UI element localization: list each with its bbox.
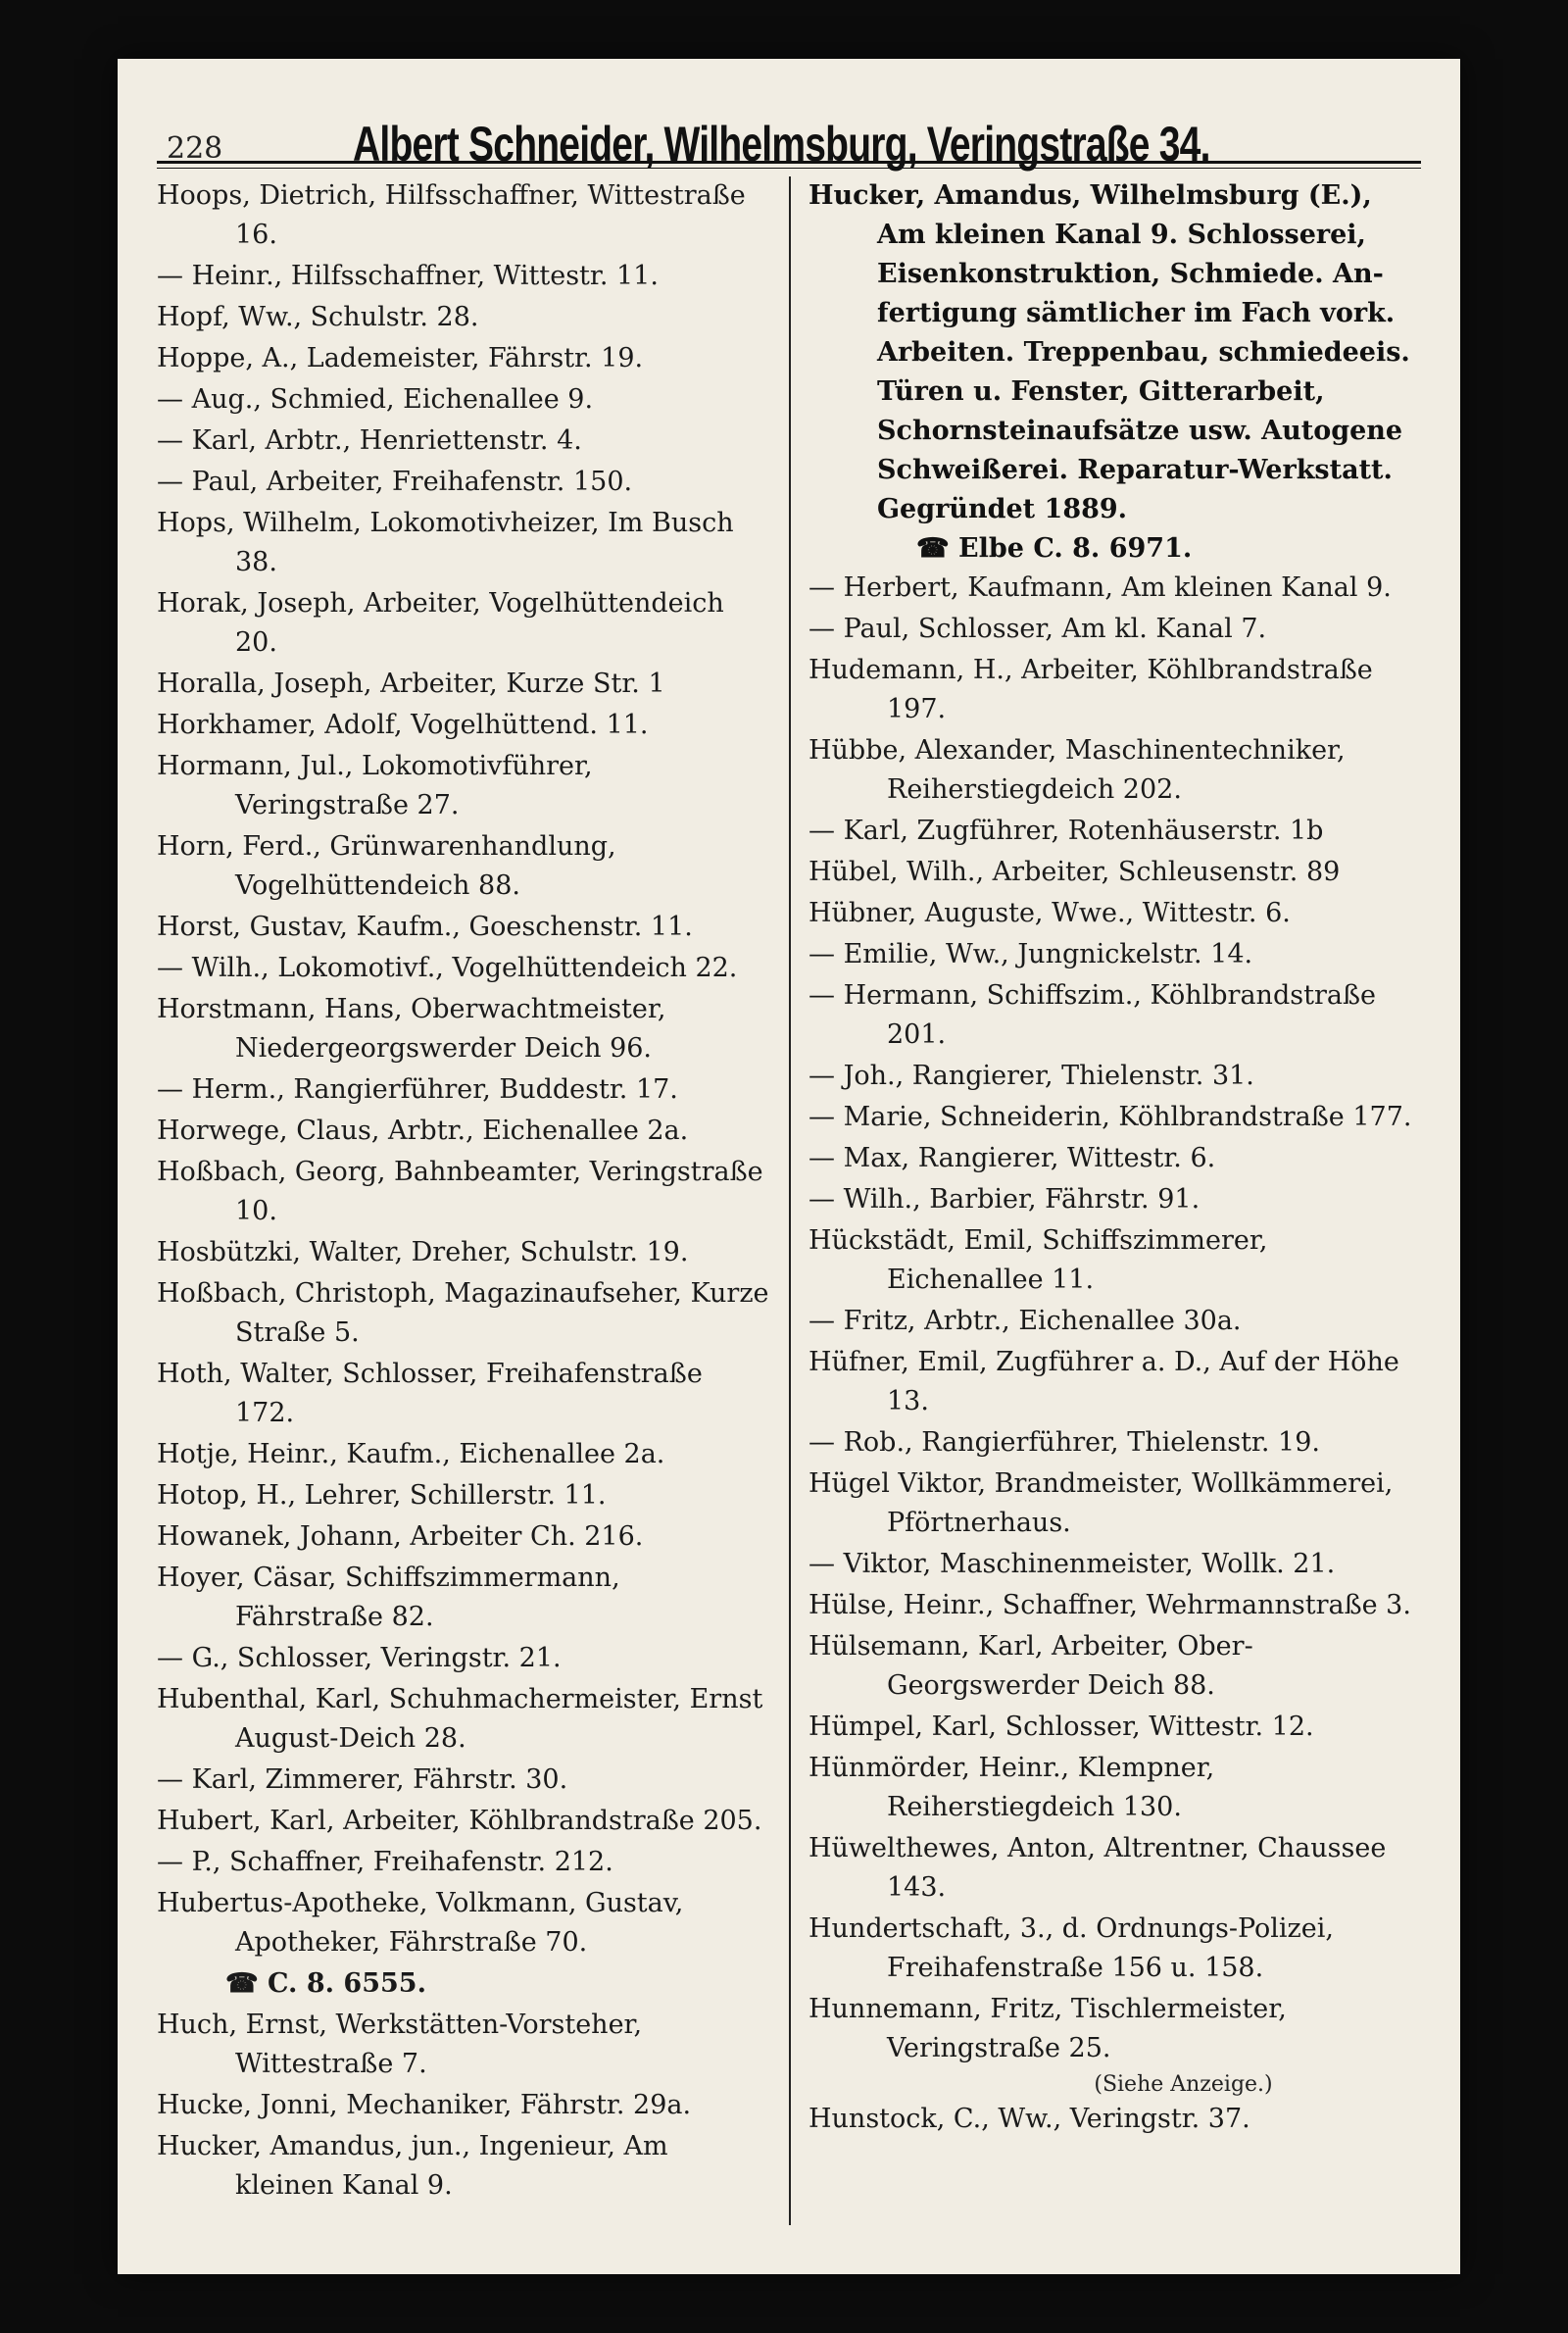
ad-line: Gegründet 1889.: [877, 494, 1128, 524]
list-item: Hüfner, Emil, Zugführer a. D., Auf der Höhe 13.: [808, 1347, 1399, 1416]
list-item: Hoyer, Cäsar, Schiffszimmermann, Fährstraße 82.: [157, 1563, 620, 1632]
list-item: — Fritz, Arbtr., Eichenallee 30a.: [808, 1306, 1242, 1336]
list-item: Hunnemann, Fritz, Tischlermeister, Veringstraße 25.: [808, 1994, 1287, 2063]
list-item: Hotop, H., Lehrer, Schillerstr. 11.: [157, 1480, 607, 1511]
list-item: Horn, Ferd., Grünwarenhandlung, Vogelhüttendeich 88.: [157, 831, 616, 901]
list-item: Horak, Joseph, Arbeiter, Vogelhüttendeich 20.: [157, 588, 724, 658]
list-item: Hoßbach, Georg, Bahnbeamter, Veringstraße 10.: [157, 1157, 763, 1226]
list-item: Hormann, Jul., Lokomotivführer, Veringstraße 27.: [157, 751, 593, 820]
directory-page: [118, 59, 1460, 2274]
ad-line: Schornsteinaufsätze usw. Autogene: [877, 416, 1403, 446]
list-item: Hübbe, Alexander, Maschinentechniker, Reiherstiegdeich 202.: [808, 735, 1346, 805]
list-item: Hügel Viktor, Brandmeister, Wollkämmerei, Pförtnerhaus.: [808, 1468, 1394, 1538]
list-item: Hoops, Dietrich, Hilfsschaffner, Wittestraße 16.: [157, 180, 746, 250]
list-item: — Rob., Rangierführer, Thielenstr. 19.: [808, 1427, 1320, 1458]
list-item: Hotje, Heinr., Kaufm., Eichenallee 2a.: [157, 1439, 665, 1469]
list-item: — Karl, Arbtr., Henriettenstr. 4.: [157, 425, 582, 456]
ad-phone-number: ☎ Elbe C. 8. 6971.: [916, 533, 1193, 564]
list-item: — Heinr., Hilfsschaffner, Wittestr. 11.: [157, 261, 659, 291]
list-item: Hoppe, A., Lademeister, Fährstr. 19.: [157, 343, 644, 373]
column-divider: [789, 176, 791, 2225]
business-advertisement: [808, 176, 1421, 569]
list-item: Hoth, Walter, Schlosser, Freihafenstraße 172.: [157, 1359, 703, 1428]
list-item: Huch, Ernst, Werkstätten-Vorsteher, Wittestraße 7.: [157, 2010, 643, 2079]
ad-line: Schweißerei. Reparatur-Werkstatt.: [877, 455, 1393, 485]
list-item: Hückstädt, Emil, Schiffszimmerer, Eichenallee 11.: [808, 1225, 1268, 1295]
header-rule: [157, 161, 1421, 169]
page-header: [137, 106, 1441, 184]
list-item: — Viktor, Maschinenmeister, Wollk. 21.: [808, 1549, 1336, 1579]
list-item: Hoßbach, Christoph, Magazinaufseher, Kurze Straße 5.: [157, 1278, 769, 1348]
list-item: Hülsemann, Karl, Arbeiter, Ober-Georgswerder Deich 88.: [808, 1631, 1253, 1701]
page-title: Albert Schneider, Wilhelmsburg, Veringstraße 34.: [353, 117, 1210, 172]
list-item: Hosbützki, Walter, Dreher, Schulstr. 19.: [157, 1237, 689, 1267]
list-item: Hübner, Auguste, Wwe., Wittestr. 6.: [808, 898, 1291, 928]
list-item: — Marie, Schneiderin, Köhlbrandstraße 177.: [808, 1102, 1412, 1132]
directory-columns: [157, 176, 1431, 2235]
ad-line: Am kleinen Kanal 9. Schlosserei,: [877, 220, 1366, 250]
list-item: Hünmörder, Heinr., Klempner, Reiherstiegdeich 130.: [808, 1753, 1215, 1822]
list-item: Hüwelthewes, Anton, Altrentner, Chaussee 143.: [808, 1833, 1387, 1903]
list-item: Hübel, Wilh., Arbeiter, Schleusenstr. 89: [808, 857, 1341, 887]
list-item: Hubert, Karl, Arbeiter, Köhlbrandstraße 205.: [157, 1806, 762, 1836]
list-item: Hülse, Heinr., Schaffner, Wehrmannstraße 3.: [808, 1590, 1411, 1620]
ad-line: fertigung sämtlicher im Fach vork.: [877, 298, 1396, 328]
list-item: Howanek, Johann, Arbeiter Ch. 216.: [157, 1521, 644, 1552]
list-item: — Herbert, Kaufmann, Am kleinen Kanal 9.: [808, 572, 1392, 603]
list-item: Hops, Wilhelm, Lokomotivheizer, Im Busch 38.: [157, 508, 734, 577]
ad-line: Arbeiten. Treppenbau, schmiedeeis.: [877, 337, 1410, 368]
list-item: — Wilh., Barbier, Fährstr. 91.: [808, 1184, 1200, 1215]
list-item: Hudemann, H., Arbeiter, Köhlbrandstraße 197.: [808, 655, 1373, 724]
page-number: 228: [167, 131, 223, 166]
list-item: Horalla, Joseph, Arbeiter, Kurze Str. 1: [157, 669, 665, 699]
list-item: — Karl, Zimmerer, Fährstr. 30.: [157, 1764, 568, 1795]
list-item: Horkhamer, Adolf, Vogelhüttend. 11.: [157, 710, 649, 740]
ad-line: Hucker, Amandus, Wilhelmsburg (E.),: [808, 180, 1372, 211]
list-item: — Emilie, Ww., Jungnickelstr. 14.: [808, 939, 1253, 969]
list-item: Hundertschaft, 3., d. Ordnungs-Polizei, Freihafenstraße 156 u. 158.: [808, 1913, 1334, 1983]
list-item: — Max, Rangierer, Wittestr. 6.: [808, 1143, 1216, 1173]
list-item: Hopf, Ww., Schulstr. 28.: [157, 302, 479, 332]
list-item: Hubenthal, Karl, Schuhmachermeister, Ernst August-Deich 28.: [157, 1684, 763, 1754]
list-item: — Hermann, Schiffszim., Köhlbrandstraße 201.: [808, 980, 1376, 1050]
list-item: Hunstock, C., Ww., Veringstr. 37.: [808, 2104, 1250, 2134]
list-item: — G., Schlosser, Veringstr. 21.: [157, 1643, 562, 1673]
phone-number: ☎ C. 8. 6555.: [225, 1968, 426, 1999]
list-item: Hümpel, Karl, Schlosser, Wittestr. 12.: [808, 1712, 1314, 1742]
list-item: — Paul, Arbeiter, Freihafenstr. 150.: [157, 467, 633, 497]
see-advertisement-note: (Siehe Anzeige.): [1094, 2072, 1273, 2097]
list-item: — Herm., Rangierführer, Buddestr. 17.: [157, 1074, 678, 1105]
list-item: — P., Schaffner, Freihafenstr. 212.: [157, 1847, 613, 1877]
list-item: Hubertus-Apotheke, Volkmann, Gustav, Apotheker, Fährstraße 70.: [157, 1888, 684, 1958]
list-item: Horwege, Claus, Arbtr., Eichenallee 2a.: [157, 1116, 689, 1146]
list-item: Horstmann, Hans, Oberwachtmeister, Niedergeorgswerder Deich 96.: [157, 994, 666, 1064]
list-item: — Paul, Schlosser, Am kl. Kanal 7.: [808, 614, 1267, 644]
list-item: Horst, Gustav, Kaufm., Goeschenstr. 11.: [157, 912, 693, 942]
ad-line: Türen u. Fenster, Gitterarbeit,: [877, 376, 1325, 407]
list-item: — Karl, Zugführer, Rotenhäuserstr. 1b: [808, 816, 1324, 846]
list-item: — Aug., Schmied, Eichenallee 9.: [157, 384, 594, 415]
right-column: [808, 176, 1421, 2235]
list-item: Hucke, Jonni, Mechaniker, Fährstr. 29a.: [157, 2090, 692, 2120]
ad-line: Eisenkonstruktion, Schmiede. An-: [877, 259, 1384, 289]
list-item: — Wilh., Lokomotivf., Vogelhüttendeich 22.: [157, 953, 738, 983]
left-column: [157, 176, 769, 2235]
list-item: Hucker, Amandus, jun., Ingenieur, Am kleinen Kanal 9.: [157, 2131, 668, 2201]
list-item: — Joh., Rangierer, Thielenstr. 31.: [808, 1061, 1254, 1091]
